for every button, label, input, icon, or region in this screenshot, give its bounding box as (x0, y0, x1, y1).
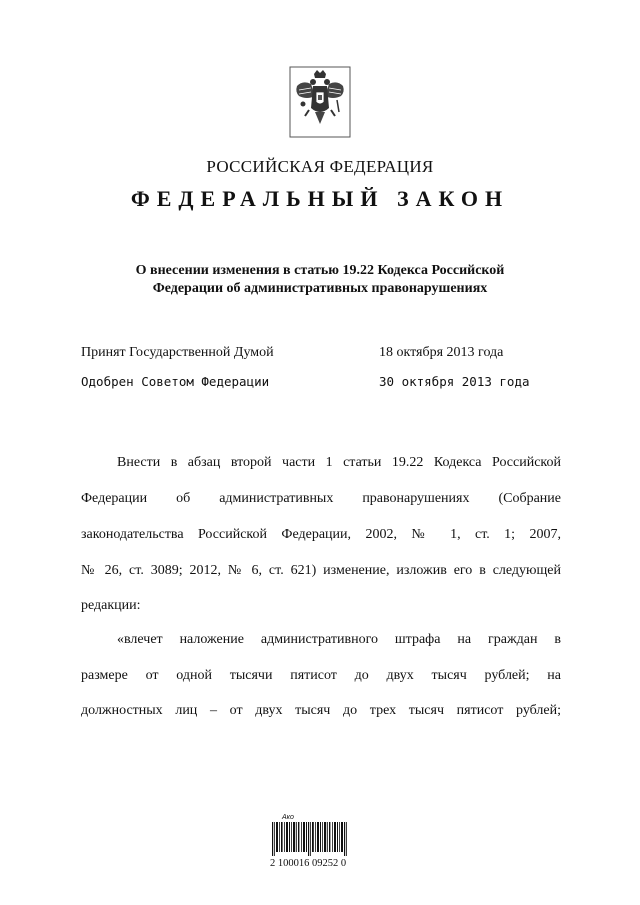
body-text-line: Внести в абзац второй части 1 статьи 19.22 Кодекса Российской (117, 455, 561, 470)
law-title-line: О внесении изменения в статью 19.22 Кодекса Российской (135, 263, 505, 278)
duma-label: Принят Государственной Думой (81, 345, 274, 360)
council-date: 30 октября 2013 года (379, 374, 530, 389)
country-name: РОССИЙСКАЯ ФЕДЕРАЦИЯ (206, 157, 434, 176)
law-title-line: Федерации об административных правонарушениях (152, 281, 488, 296)
body-text-line: Федерации об административных правонарушениях (Собрание (81, 491, 561, 506)
law-title (80, 262, 560, 298)
council-label: Одобрен Советом Федерации (81, 374, 270, 389)
body-text-line: № 26, ст. 3089; 2012, № 6, ст. 621) изменение, изложив его в следующей (81, 563, 561, 578)
body-text-line: законодательства Российской Федерации, 2002, № 1, ст. 1; 2007, (81, 527, 561, 542)
coat-of-arms-emblem-icon (289, 66, 351, 138)
barcode-mark: Ако (282, 814, 294, 821)
document-type: ФЕДЕРАЛЬНЫЙ ЗАКОН (130, 186, 510, 211)
duma-date: 18 октября 2013 года (379, 345, 504, 360)
body-text-line: размере от одной тысячи пятисот до двух тысяч рублей; на (81, 668, 561, 683)
barcode (270, 814, 366, 874)
barcode-bars-icon (272, 822, 352, 856)
body-text-line: редакции: (81, 598, 141, 613)
body-text-line: «влечет наложение административного штрафа на граждан в (117, 632, 561, 647)
barcode-number: 2 100016 09252 0 (270, 858, 347, 869)
body-text-line: должностных лиц – от двух тысяч до трех тысяч пятисот рублей; (81, 703, 561, 718)
